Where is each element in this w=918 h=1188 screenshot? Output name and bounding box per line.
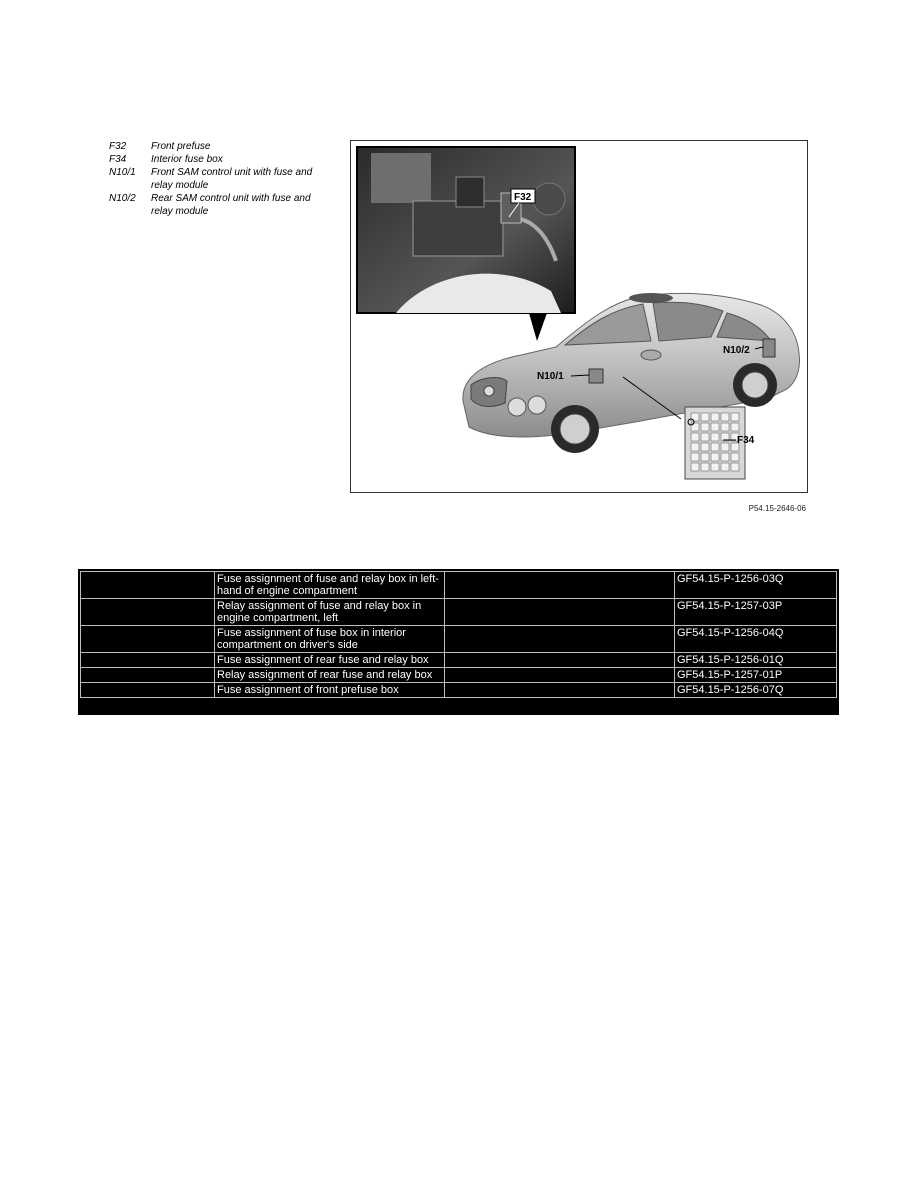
- car-illustration: [351, 141, 807, 492]
- table-cell-blank: [445, 626, 675, 653]
- table-cell-description: Fuse assignment of rear fuse and relay box: [215, 653, 445, 668]
- reference-table: [78, 569, 839, 715]
- legend-text: Interior fuse box: [151, 154, 223, 165]
- legend-code: F32: [109, 141, 127, 152]
- table-cell-description: Relay assignment of fuse and relay box in engine compartment, left: [215, 599, 445, 626]
- table-cell-document-link[interactable]: GF54.15-P-1256-04Q: [675, 626, 837, 653]
- table-cell-blank: [445, 653, 675, 668]
- engine-bay-inset: [357, 147, 575, 313]
- table-cell-description: Fuse assignment of front prefuse box: [215, 683, 445, 698]
- table-cell-document-link[interactable]: GF54.15-P-1256-03Q: [675, 572, 837, 599]
- table-row: [81, 599, 837, 626]
- table-cell-document-link[interactable]: GF54.15-P-1257-01P: [675, 668, 837, 683]
- table-cell-description: Fuse assignment of fuse box in interior compartment on driver's side: [215, 626, 445, 653]
- fuse-location-figure: [350, 140, 808, 493]
- callout-n10-2: N10/2: [723, 345, 750, 356]
- legend-text: Front prefuse: [151, 141, 211, 152]
- legend-text: Front SAM control unit with fuse and relay module: [151, 167, 313, 191]
- table-cell-blank: [445, 572, 675, 599]
- table-cell-description: Fuse assignment of fuse and relay box in left-hand of engine compartment: [215, 572, 445, 599]
- table-cell-blank: [445, 668, 675, 683]
- table-row: [81, 572, 837, 599]
- table-row: [81, 683, 837, 698]
- legend-code: N10/2: [109, 193, 136, 204]
- table-cell-document-link[interactable]: GF54.15-P-1256-01Q: [675, 653, 837, 668]
- table-cell-blank: [445, 683, 675, 698]
- table-cell-blank: [81, 599, 215, 626]
- callout-f32: F32: [514, 192, 532, 203]
- table-cell-blank: [81, 626, 215, 653]
- table-cell-description: Relay assignment of rear fuse and relay box: [215, 668, 445, 683]
- table-cell-blank: [81, 572, 215, 599]
- table-cell-blank: [81, 668, 215, 683]
- legend-text: Rear SAM control unit with fuse and relay module: [151, 193, 311, 217]
- legend-item-n10-1: [109, 166, 324, 192]
- car-body: [463, 293, 800, 453]
- table-cell-blank: [81, 683, 215, 698]
- callout-n10-1: N10/1: [537, 371, 564, 382]
- table-row: [81, 626, 837, 653]
- table-cell-document-link[interactable]: GF54.15-P-1256-07Q: [675, 683, 837, 698]
- interior-fuse-box-inset: [685, 407, 755, 479]
- table-cell-blank: [445, 599, 675, 626]
- legend-item-n10-2: [109, 192, 324, 218]
- legend-code: N10/1: [109, 167, 136, 178]
- legend-code: F34: [109, 154, 127, 165]
- legend-item-f34: [109, 153, 324, 166]
- table-row: [81, 653, 837, 668]
- legend-item-f32: [109, 140, 324, 153]
- table-row: [81, 668, 837, 683]
- table-cell-blank: [81, 653, 215, 668]
- component-legend: [109, 140, 324, 218]
- table-cell-document-link[interactable]: GF54.15-P-1257-03P: [675, 599, 837, 626]
- callout-f34: F34: [737, 435, 755, 446]
- figure-reference: P54.15-2646-06: [748, 504, 806, 513]
